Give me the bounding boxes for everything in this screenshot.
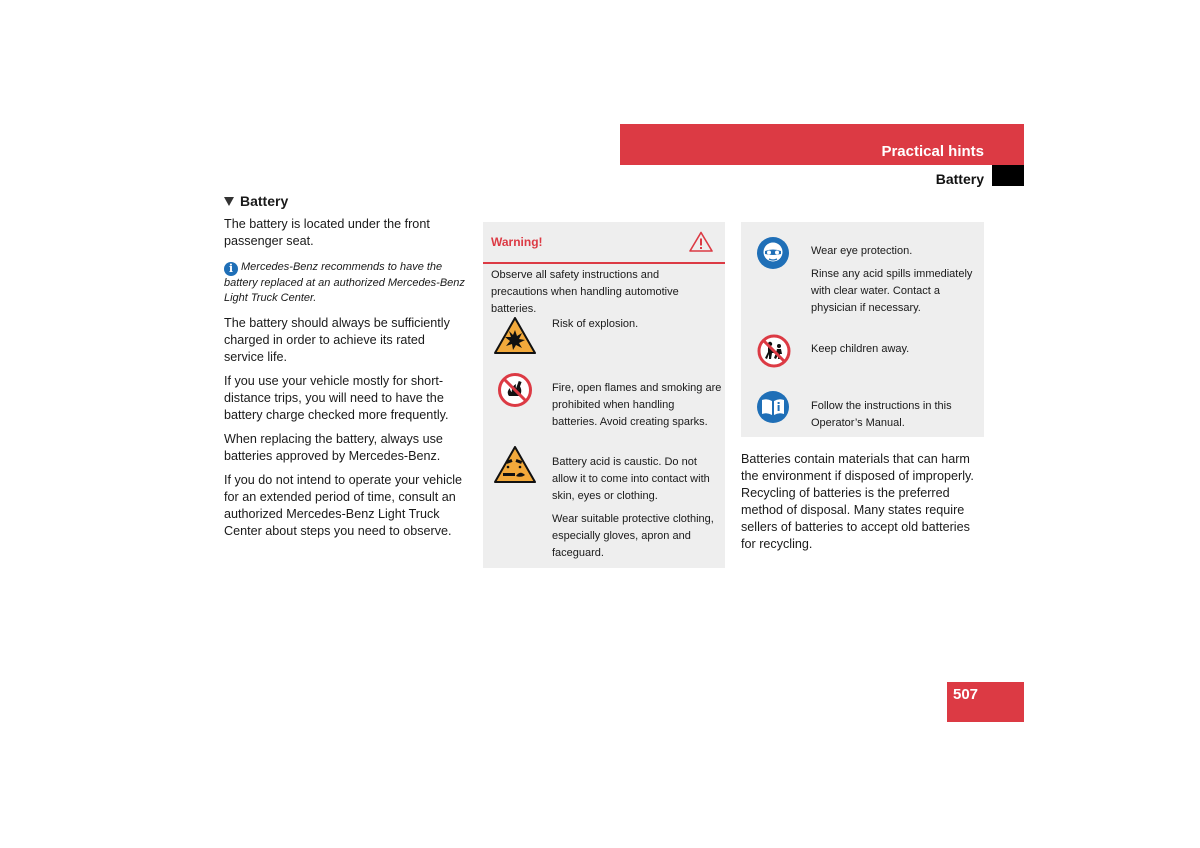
warning-triangle-icon bbox=[689, 231, 713, 257]
safety-item-text: Wear eye protection. bbox=[811, 245, 913, 257]
explosion-hazard-icon bbox=[494, 317, 536, 359]
note-text: Mercedes-Benz recommends to have the battery replaced at an authorized Mercedes-Benz Light Truck Center. bbox=[224, 261, 465, 304]
paragraph: When replacing the battery, always use batteries approved by Mercedes-Benz. bbox=[224, 432, 443, 463]
warning-item-text: Fire, open flames and smoking are prohibited when handling batteries. Avoid creating sparks. bbox=[552, 382, 722, 428]
corrosive-hazard-icon bbox=[494, 446, 536, 488]
read-manual-icon bbox=[757, 391, 789, 428]
info-icon: i bbox=[224, 262, 238, 276]
section-marker bbox=[992, 165, 1024, 186]
page-number-badge bbox=[947, 682, 1024, 722]
info-note bbox=[224, 260, 468, 306]
intro-paragraph: The battery is located under the front passenger seat. bbox=[224, 217, 430, 248]
chapter-title: Practical hints bbox=[881, 143, 984, 160]
battery-section bbox=[224, 193, 468, 547]
page-number: 507 bbox=[953, 686, 979, 703]
disposal-paragraph: Batteries contain materials that can harm the environment if disposed of improperly. Recycling of batteries is the preferred method of disposal. Many states require sellers of batteries to accept old batteries for recycling. bbox=[741, 452, 974, 551]
no-fire-smoking-icon bbox=[497, 372, 533, 413]
paragraph: If you use your vehicle mostly for short-distance trips, you will need to have the battery charge checked more frequently. bbox=[224, 374, 449, 422]
warning-item-text: Risk of explosion. bbox=[552, 318, 639, 330]
keep-children-away-icon bbox=[757, 334, 791, 373]
warning-intro: Observe all safety instructions and precautions when handling automotive batteries. bbox=[491, 269, 679, 315]
warning-item-text: Battery acid is caustic. Do not allow it to come into contact with skin, eyes or clothing. bbox=[552, 456, 710, 502]
section-title: Battery bbox=[935, 171, 984, 187]
safety-item-text: Keep children away. bbox=[811, 343, 910, 355]
safety-item-text: Follow the instructions in this Operator’s Manual. bbox=[811, 400, 952, 429]
paragraph: The battery should always be sufficiently charged in order to achieve its rated service life. bbox=[224, 316, 450, 364]
safety-item-text: Rinse any acid spills immediately with clear water. Contact a physician if necessary. bbox=[811, 268, 973, 314]
eye-protection-icon bbox=[757, 237, 789, 274]
warning-box bbox=[483, 222, 725, 568]
warning-item-text: Wear suitable protective clothing, especially gloves, apron and faceguard. bbox=[552, 513, 714, 559]
paragraph: If you do not intend to operate your vehicle for an extended period of time, consult an authorized Mercedes-Benz Light Truck Center about steps you need to observe. bbox=[224, 473, 463, 538]
safety-instructions-box bbox=[741, 222, 984, 437]
section-heading: Battery bbox=[224, 193, 468, 210]
warning-title: Warning! bbox=[491, 235, 543, 249]
warning-header bbox=[483, 222, 725, 264]
triangle-down-icon bbox=[224, 197, 234, 206]
